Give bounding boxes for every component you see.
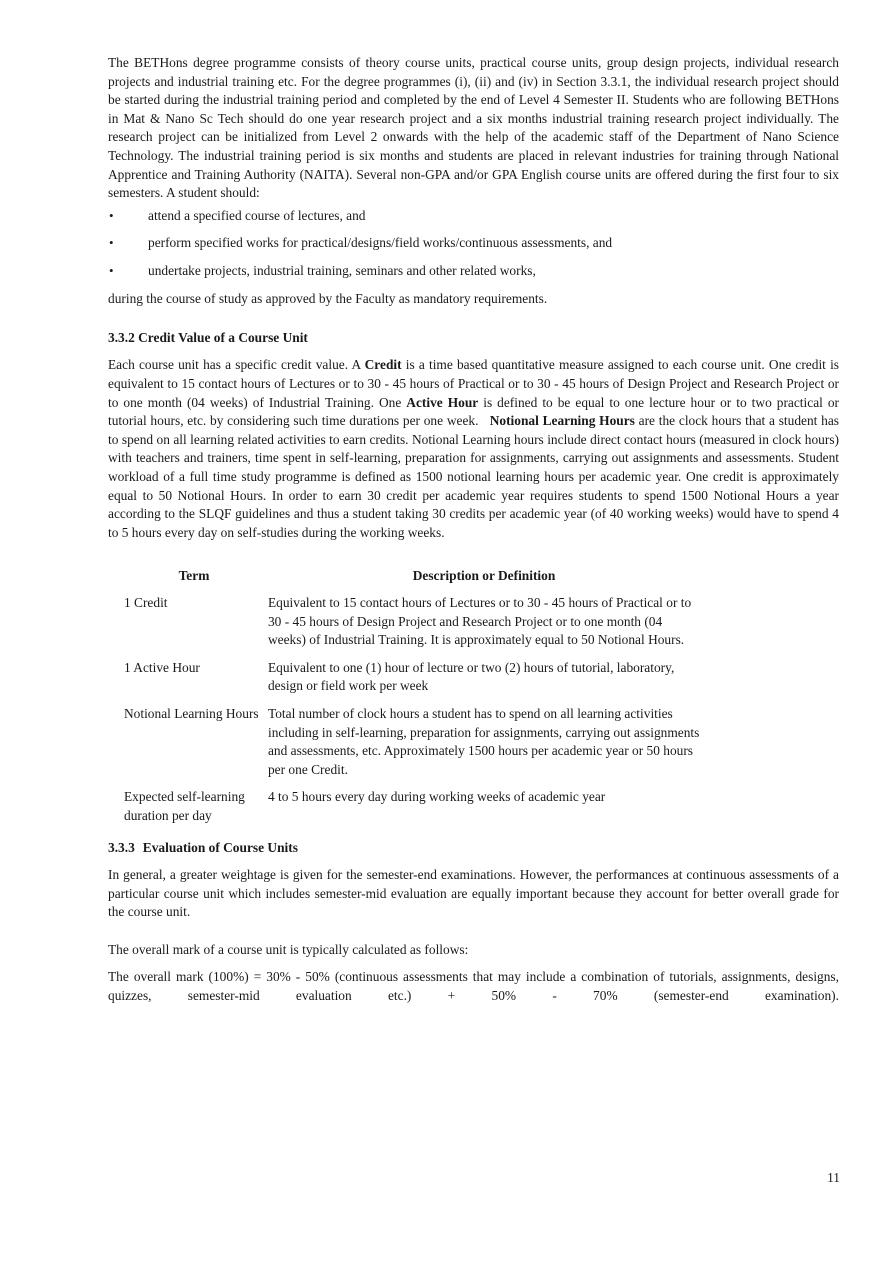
page-number: 11 (827, 1170, 840, 1185)
column-header-term: Term (178, 568, 210, 584)
column-header-description: Description or Definition (412, 568, 556, 584)
overall-mark-formula: The overall mark (100%) = 30% - 50% (continuous assessments that may include a combination of tutorials, assignments, designs, quizzes, semester-mid evaluation etc.) + 50% - 70% (semester-end examination). (108, 969, 839, 1004)
table-header-row (122, 563, 702, 594)
term-cell: 1 Active Hour (124, 659, 200, 675)
table-row (122, 659, 702, 705)
bullet-icon: • (109, 235, 114, 251)
overall-mark-intro: The overall mark of a course unit is typically calculated as follows: (108, 941, 469, 957)
description-cell: Equivalent to one (1) hour of lecture or two (2) hours of tutorial, laboratory, design or field work per week (267, 659, 675, 694)
description-cell: Equivalent to 15 contact hours of Lectures or to 30 - 45 hours of Practical or to 30 - 45 hours of Design Project and Research Project or to one month (04 weeks) of Industrial Training. It is approximately equal to 50 Notional Hours. (267, 594, 692, 648)
after-bullets-paragraph: during the course of study as approved by the Faculty as mandatory requirements. (108, 291, 548, 307)
requirements-list (108, 207, 839, 290)
term-active-hour-bold: Active Hour (406, 394, 479, 410)
table-row (122, 594, 702, 659)
list-item (108, 207, 839, 235)
section-heading-credit-value: 3.3.2 Credit Value of a Course Unit (108, 329, 308, 345)
text-run: is a time based quantitative measure assigned to each course unit. One credit is equivalent to 15 contact hours of Lectures or to 30 - 45 hours of Practical or to 30 - 45 hours of Design Project and Research Project or to one month (04 weeks) of Industrial Training. One (108, 357, 839, 410)
description-cell: 4 to 5 hours every day during working weeks of academic year (267, 789, 606, 805)
term-notional-learning-hours-bold: Notional Learning Hours (489, 413, 635, 429)
text-run: is defined to be equal to one lecture hour or to two practical or tutorial hours, etc. by considering such time durations per one week. (108, 394, 843, 429)
text-run: Each course unit has a specific credit value. A (108, 357, 365, 373)
list-item (108, 262, 839, 290)
document-page (108, 54, 843, 1006)
bullet-icon: • (109, 207, 114, 223)
description-cell: Total number of clock hours a student has to spend on all learning activities including in self-learning, preparation for assignments, carrying out assignments and assessments, etc. Approximately 1500 hours per academic year or 50 hours per one Credit. (267, 705, 700, 777)
table-row (122, 705, 702, 788)
list-item-text: undertake projects, industrial training, seminars and other related works, (148, 262, 536, 278)
section-heading-evaluation (108, 839, 839, 858)
list-item (108, 234, 839, 262)
term-cell: Expected self-learning duration per day (124, 789, 245, 823)
section-title: Evaluation of Course Units (142, 839, 298, 855)
credit-terms-table (122, 563, 702, 834)
evaluation-paragraph: In general, a greater weightage is given for the semester-end examinations. However, the performances at continuous assessments of a particular course unit which includes semester-mid evaluation are equally important because they account for better overall grade for the course unit. (108, 867, 839, 920)
intro-paragraph: The BETHons degree programme consists of theory course units, practical course units, group design projects, individual research projects and industrial training etc. For the degree programmes (i), (ii) and (iv) in Section 3.3.1, the individual research project should be started during the industrial training period and completed by the end of Level 4 Semester II. Students who are following BETHons in Mat & Nano Sc Tech should do one year research project and a six months industrial training research project individually. The research project can be initialized from Level 2 onwards with the help of the academic staff of the Department of Nano Science Technology. The industrial training period is six months and students are placed in relevant industries for training through National Apprentice and Training Authority (NAITA). Several non-GPA and/or GPA English course units are offered during the first four to six semesters. A student should: (108, 55, 839, 201)
term-credit-bold: Credit (364, 357, 402, 373)
list-item-text: attend a specified course of lectures, and (148, 207, 366, 223)
section-number: 3.3.3 (108, 839, 135, 855)
table-row (122, 788, 702, 834)
term-cell: 1 Credit (124, 594, 168, 610)
term-cell: Notional Learning Hours (124, 705, 259, 721)
credit-value-paragraph (108, 356, 843, 542)
text-run: are the clock hours that a student has to spend on all learning related activities to earn credits. Notional Learning hours include direct contact hours (measured in clock hours) with teachers and trainers, time spent in self-learning, preparation for assignments, carrying out assignments and assessments. Student workload of a full time study programme is defined as 1500 notional learning hours per academic year. One credit is approximately equal to 50 Notional Hours. In order to earn 30 credit per academic year requires students to spend 1500 Notional Hours a year according to the SLQF guidelines and thus a student taking 30 credits per academic year (of 40 working weeks) would have to spend 4 to 5 hours every day on self-studies during the working weeks. (108, 413, 839, 540)
bullet-icon: • (109, 262, 114, 278)
list-item-text: perform specified works for practical/designs/field works/continuous assessments, and (148, 235, 613, 251)
